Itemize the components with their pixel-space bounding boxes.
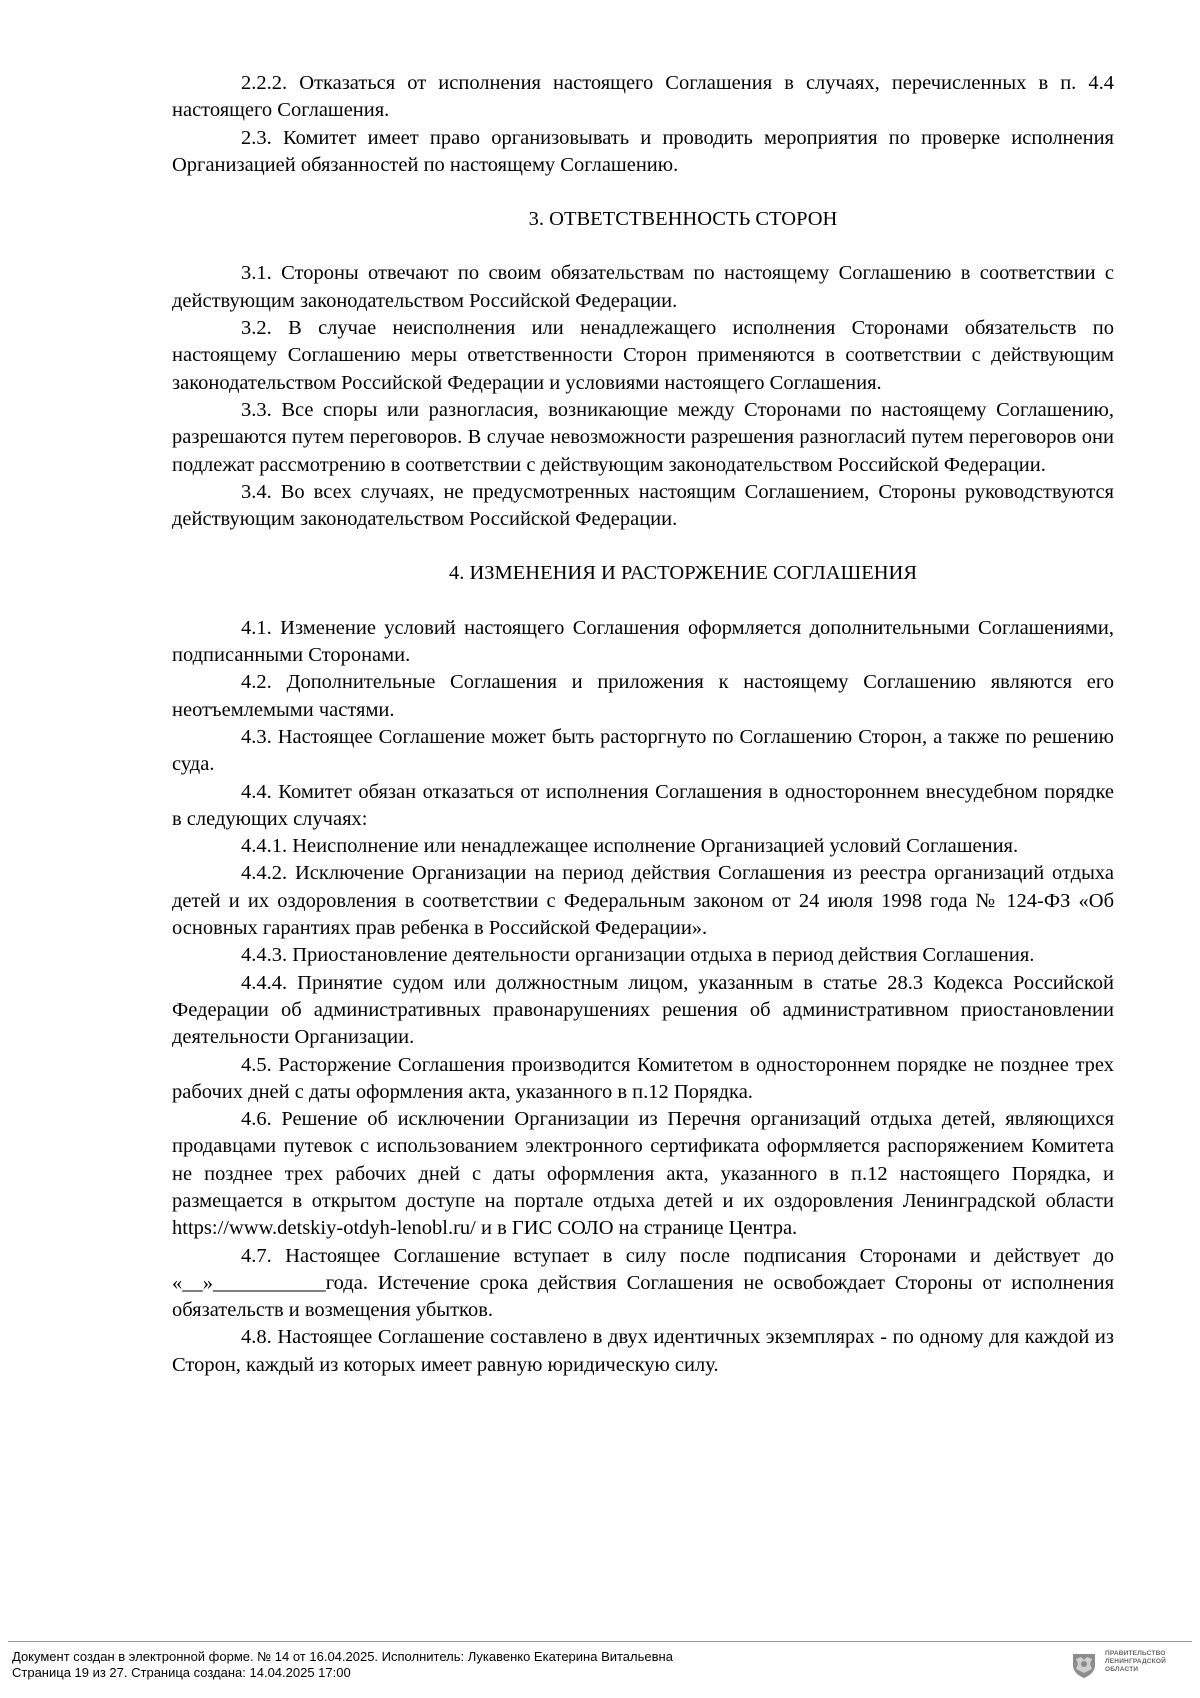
footer-text [12, 1649, 673, 1681]
clause-paragraph: 4.8. Настоящее Соглашение составлено в двух идентичных экземплярах - по одному для каждой из Сторон, каждый из которых имеет равную юридическую силу. [172, 1326, 1114, 1376]
section-heading: 4. ИЗМЕНЕНИЯ И РАСТОРЖЕНИЕ СОГЛАШЕНИЯ [448, 562, 918, 585]
clause-paragraph: 4.4.3. Приостановление деятельности организации отдыха в период действия Соглашения. [241, 944, 1035, 967]
government-logo [1070, 1649, 1192, 1689]
clause-paragraph: 4.6. Решение об исключении Организации из Перечня организаций отдыха детей, являющихся продавцами путевок с использованием электронного сертификата оформляется распоряжением Комитета не позднее трех рабочих дней с даты оформления акта, указанного в п.12 настоящего Порядка, и размещается в открытом доступе на портале отдыха детей и их оздоровления Ленинградской области https://www.detskiy-otdyh-lenobl.ru/ и в ГИС СОЛО на странице Центра. [172, 1108, 1114, 1240]
clause-paragraph: 4.4. Комитет обязан отказаться от исполнения Соглашения в одностороннем внесудебном порядке в следующих случаях: [172, 780, 1114, 830]
clause-paragraph: 3.3. Все споры или разногласия, возникающие между Сторонами по настоящему Соглашению, разрешаются путем переговоров. В случае невозможности разрешения разногласий путем переговоров они подлежат рассмотрению в соответствии с действующим законодательством Российской Федерации. [172, 398, 1114, 476]
section-heading: 3. ОТВЕТСТВЕННОСТЬ СТОРОН [528, 208, 838, 231]
clause-paragraph: 4.5. Расторжение Соглашения производится Комитетом в одностороннем порядке не позднее трех рабочих дней с даты оформления акта, указанного в п.12 Порядка. [172, 1053, 1114, 1103]
clause-paragraph: 3.4. Во всех случаях, не предусмотренных настоящим Соглашением, Стороны руководствуются действующим законодательством Российской Федерации. [172, 480, 1114, 531]
footer-line-document-info: Документ создан в электронной форме. № 14 от 16.04.2025. Исполнитель: Лукавенко Екатерина Витальевна [12, 1649, 673, 1664]
section-spacer [172, 533, 1114, 560]
clause-paragraph: 4.7. Настоящее Соглашение вступает в силу после подписания Сторонами и действует до «__»___________года. Истечение срока действия Соглашения не освобождает Стороны от исполнения обязательств и возмещения убытков. [172, 1244, 1114, 1322]
clause-paragraph: 2.2.2. Отказаться от исполнения настоящего Соглашения в случаях, перечисленных в п. 4.4 настоящего Соглашения. [172, 72, 1114, 122]
government-name: ПРАВИТЕЛЬСТВО ЛЕНИНГРАДСКОЙ ОБЛАСТИ [1105, 1650, 1166, 1673]
footer-line-page-info: Страница 19 из 27. Страница создана: 14.04.2025 17:00 [12, 1665, 351, 1680]
document-body [172, 70, 1114, 1379]
section-spacer [172, 588, 1114, 615]
clause-paragraph: 4.2. Дополнительные Соглашения и приложения к настоящему Соглашению являются его неотъемлемыми частями. [172, 671, 1114, 721]
clause-paragraph: 4.1. Изменение условий настоящего Соглашения оформляется дополнительными Соглашениями, подписанными Сторонами. [172, 616, 1114, 667]
clause-paragraph: 3.2. В случае неисполнения или ненадлежащего исполнения Сторонами обязательств по настоящему Соглашению меры ответственности Сторон применяются в соответствии с действующим законодательством Российской Федерации и условиями настоящего Соглашения. [172, 317, 1114, 394]
section-spacer [172, 179, 1114, 206]
clause-paragraph: 3.1. Стороны отвечают по своим обязательствам по настоящему Соглашению в соответствии с действующим законодательством Российской Федерации. [172, 262, 1114, 312]
clause-paragraph: 2.3. Комитет имеет право организовывать и проводить мероприятия по проверке исполнения Организацией обязанностей по настоящему Соглашению. [172, 126, 1114, 176]
coat-of-arms-icon [1070, 1651, 1098, 1679]
footer-divider [8, 1641, 1192, 1642]
clause-paragraph: 4.4.1. Неисполнение или ненадлежащее исполнение Организацией условий Соглашения. [241, 835, 1019, 858]
clause-paragraph: 4.4.2. Исключение Организации на период действия Соглашения из реестра организаций отдыха детей и их оздоровления в соответствии с Федеральным законом от 24 июля 1998 года № 124-ФЗ «Об основных гарантиях прав ребенка в Российской Федерации». [172, 862, 1114, 940]
section-spacer [172, 233, 1114, 260]
page-footer [0, 1641, 1200, 1698]
clause-paragraph: 4.3. Настоящее Соглашение может быть расторгнуто по Соглашению Сторон, а также по решению суда. [172, 725, 1114, 776]
clause-paragraph: 4.4.4. Принятие судом или должностным лицом, указанным в статье 28.3 Кодекса Российской Федерации об административных правонарушениях решения об административном приостановлении деятельности Организации. [172, 971, 1114, 1049]
